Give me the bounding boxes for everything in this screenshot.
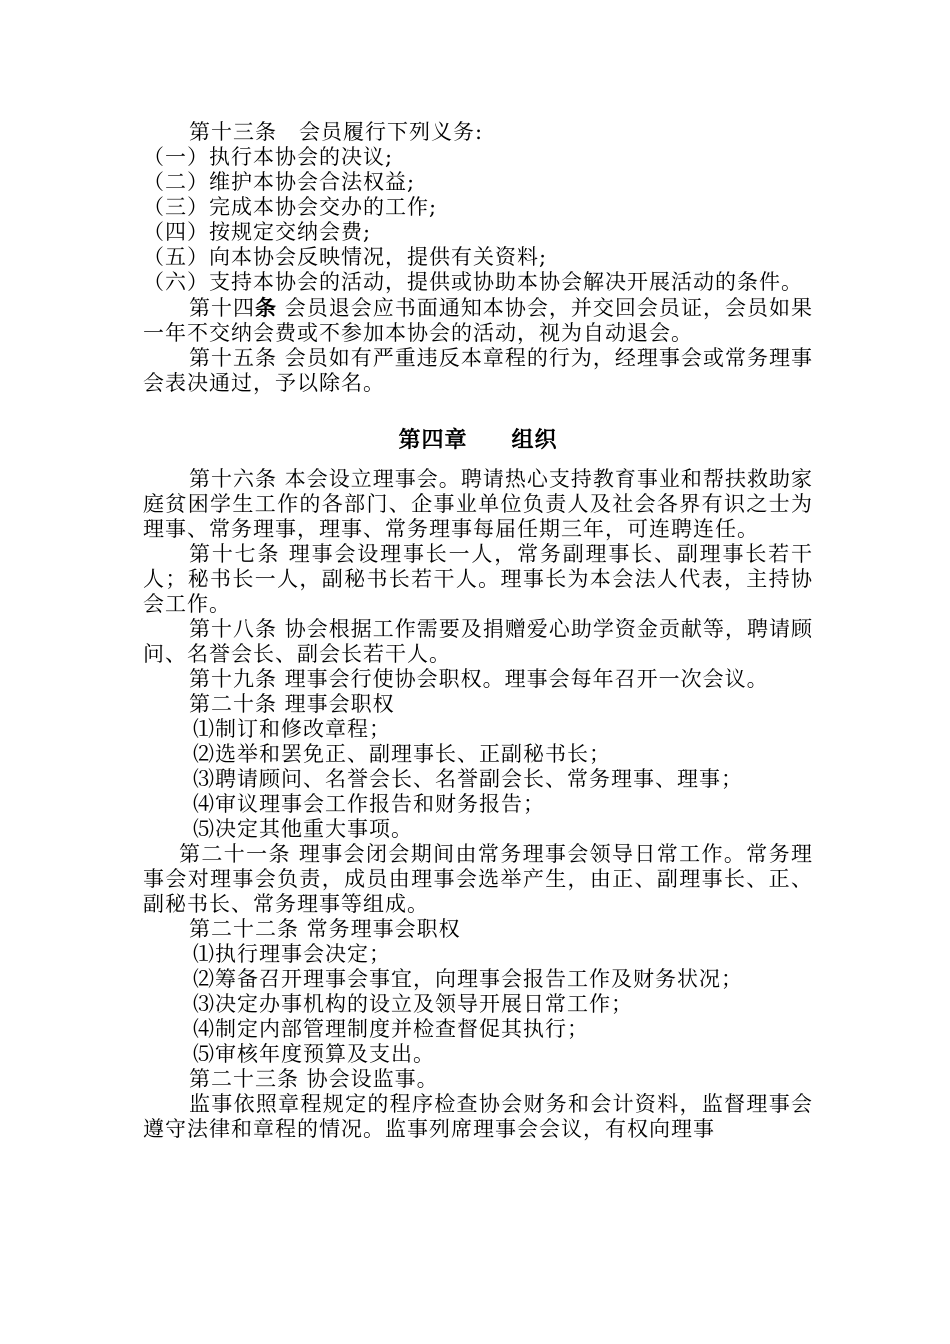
- article-13-item-1: （一）执行本协会的决议;: [143, 145, 394, 169]
- article-13-item-6: （六）支持本协会的活动，提供或协助本协会解决开展活动的条件。: [143, 270, 803, 294]
- chapter-heading: [143, 396, 813, 467]
- article-20-heading: 第二十条 理事会职权: [189, 692, 395, 716]
- article-16: 第十六条 本会设立理事会。聘请热心支持教育事业和帮扶救助家庭贫困学生工作的各部门、企事业单位负责人及社会各界有识之士为理事、常务理事，理事、常务理事每届任期三年，可连聘连任。: [143, 467, 813, 541]
- article-22-heading: 第二十二条 常务理事会职权: [189, 917, 461, 941]
- article-14-label-bold: 条: [255, 295, 278, 320]
- article-14-label-prefix: 第十四: [189, 296, 256, 320]
- article-21: 第二十一条 理事会闭会期间由常务理事会领导日常工作。常务理事会对理事会负责，成员由理事会选举产生，由正、副理事长、正、副秘书长、常务理事等组成。: [143, 842, 813, 916]
- article-14: [143, 295, 813, 346]
- article-13-item-3: （三）完成本协会交办的工作;: [143, 195, 438, 219]
- article-23-heading: 第二十三条 协会设监事。: [189, 1067, 439, 1091]
- article-19: 第十九条 理事会行使协会职权。理事会每年召开一次会议。: [189, 667, 769, 691]
- article-22-item-1: ⑴执行理事会决定；: [193, 942, 391, 966]
- article-13-item-2: （二）维护本协会合法权益;: [143, 170, 416, 194]
- article-20-item-5: ⑸决定其他重大事项。: [193, 817, 413, 841]
- article-22-item-5: ⑸审核年度预算及支出。: [193, 1042, 435, 1066]
- article-20-item-1: ⑴制订和修改章程；: [193, 717, 391, 741]
- article-13-heading: 第十三条 会员履行下列义务:: [189, 120, 484, 144]
- article-22-item-3: ⑶决定办事机构的设立及领导开展日常工作；: [193, 992, 633, 1016]
- article-20-item-2: ⑵选举和罢免正、副理事长、正副秘书长；: [193, 742, 611, 766]
- article-22-item-2: ⑵筹备召开理事会事宜，向理事会报告工作及财务状况；: [193, 967, 743, 991]
- article-20-item-3: ⑶聘请顾问、名誉会长、名誉副会长、常务理事、理事；: [193, 767, 743, 791]
- chapter-number: 第四章: [398, 427, 468, 453]
- article-20-item-4: ⑷审议理事会工作报告和财务报告；: [193, 792, 545, 816]
- document-page: [143, 120, 813, 1142]
- article-17: 第十七条 理事会设理事长一人，常务副理事长、副理事长若干人；秘书长一人，副秘书长若干人。理事长为本会法人代表，主持协会工作。: [143, 542, 813, 616]
- article-22-item-4: ⑷制定内部管理制度并检查督促其执行；: [193, 1017, 589, 1041]
- article-13-item-5: （五）向本协会反映情况，提供有关资料;: [143, 245, 548, 269]
- article-13-item-4: （四）按规定交纳会费;: [143, 220, 372, 244]
- article-14-text: 会员退会应书面通知本协会，并交回会员证，会员如果一年不交纳会费或不参加本协会的活动，视为自动退会。: [143, 296, 814, 345]
- article-23-text: 监事依照章程规定的程序检查协会财务和会计资料，监督理事会遵守法律和章程的情况。监事列席理事会会议，有权向理事: [143, 1092, 813, 1141]
- chapter-title: 组织: [511, 427, 558, 453]
- article-15: 第十五条 会员如有严重违反本章程的行为，经理事会或常务理事会表决通过，予以除名。: [143, 346, 813, 395]
- article-18: 第十八条 协会根据工作需要及捐赠爱心助学资金贡献等，聘请顾问、名誉会长、副会长若干人。: [143, 617, 813, 666]
